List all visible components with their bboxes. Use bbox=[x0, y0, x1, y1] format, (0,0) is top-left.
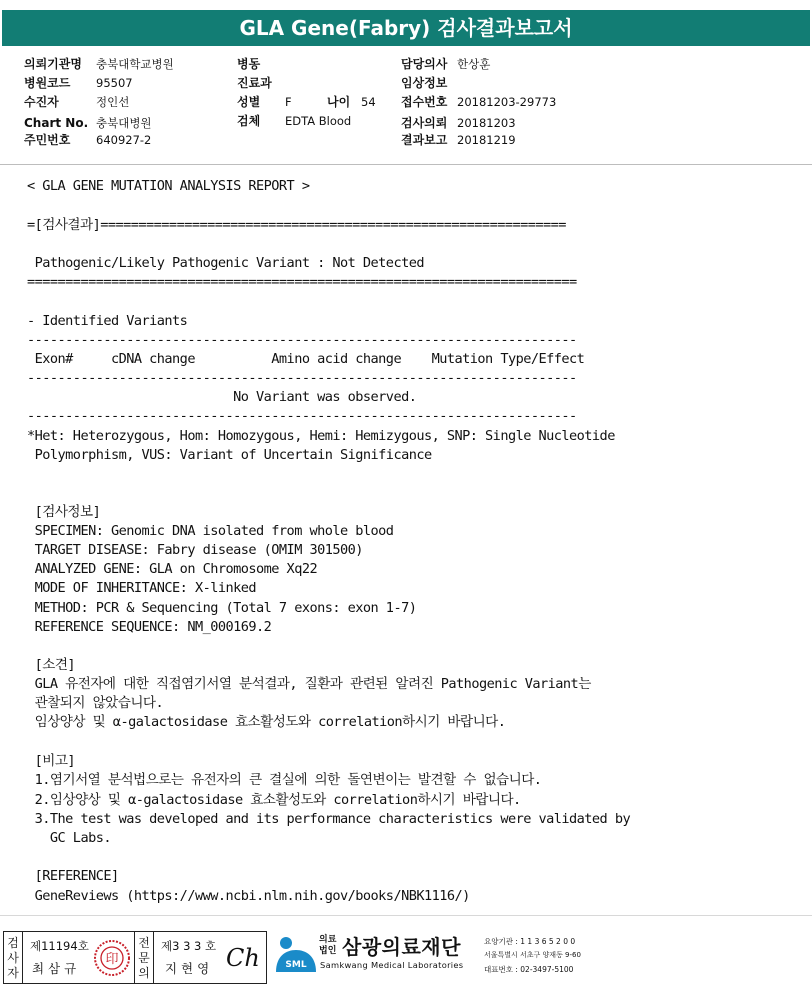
info-value: 한상훈 bbox=[457, 57, 491, 71]
table-rule-bottom: ------------------------------------------------------------------------ bbox=[27, 408, 577, 424]
opinion-line: 관찰되지 않았습니다. bbox=[27, 695, 164, 711]
variants-table-header: Exon# cDNA change Amino acid change Mutation Type/Effect bbox=[27, 351, 585, 367]
info-value: 20181219 bbox=[457, 133, 516, 147]
info-row-patient-name bbox=[24, 93, 129, 111]
remarks-line: 3.The test was developed and its performance characteristics were validated by bbox=[27, 811, 631, 827]
info-row-resident-number bbox=[24, 131, 151, 149]
info-row-ward bbox=[237, 55, 260, 73]
info-value: 20181203 bbox=[457, 116, 516, 130]
opinion-line: 임상양상 및 α-galactosidase 효소활성도와 correlation하시기 바랍니다. bbox=[27, 714, 506, 730]
signature-divider bbox=[153, 932, 154, 983]
info-row-department bbox=[237, 74, 272, 92]
variants-table-row: No Variant was observed. bbox=[27, 389, 417, 405]
examiner-license: 제11194호 bbox=[30, 939, 89, 953]
signature-divider bbox=[22, 932, 23, 983]
opinion-line: GLA 유전자에 대한 직접염기서열 분석결과, 질환과 관련된 알려진 Pathogenic Variant는 bbox=[27, 676, 591, 692]
info-row-hospital-code bbox=[24, 74, 133, 92]
info-row-physician bbox=[401, 55, 490, 73]
test-info-gene: ANALYZED GENE: GLA on Chromosome Xq22 bbox=[27, 561, 318, 577]
org-name: 삼광의료재단 bbox=[342, 935, 461, 959]
reference-link: GeneReviews (https://www.ncbi.nlm.nih.gov/books/NBK1116/) bbox=[27, 888, 470, 904]
info-row-requesting-institution bbox=[24, 55, 174, 73]
info-label: 임상정보 bbox=[401, 76, 448, 90]
age-value: 54 bbox=[361, 95, 376, 109]
info-label: 검사의뢰 bbox=[401, 116, 448, 130]
report-heading: < GLA GENE MUTATION ANALYSIS REPORT > bbox=[27, 178, 310, 194]
remarks-line: 1.염기서열 분석법으로는 유전자의 큰 결실에 의한 돌연변이는 발견할 수 없습니다. bbox=[27, 772, 542, 788]
signature-box bbox=[3, 931, 267, 984]
info-label: 진료과 bbox=[237, 76, 272, 90]
abbreviation-note-cont: Polymorphism, VUS: Variant of Uncertain Significance bbox=[27, 447, 432, 463]
table-rule-mid: ------------------------------------------------------------------------ bbox=[27, 370, 577, 386]
report-title: GLA Gene(Fabry) 검사결과보고서 bbox=[239, 16, 573, 40]
abbreviation-note: *Het: Heterozygous, Hom: Homozygous, Hemi: Hemizygous, SNP: Single Nucleotide bbox=[27, 428, 615, 444]
reference-heading: [REFERENCE] bbox=[27, 868, 119, 884]
info-row-specimen bbox=[237, 112, 351, 130]
result-summary: Pathogenic/Likely Pathogenic Variant : Not Detected bbox=[27, 255, 424, 271]
logo-badge-text: SML bbox=[285, 960, 307, 970]
seal-stamp-icon bbox=[92, 938, 132, 978]
test-info-reference: REFERENCE SEQUENCE: NM_000169.2 bbox=[27, 619, 272, 635]
org-address: 서울특별시 서초구 양재동 9-60 bbox=[484, 951, 581, 959]
remarks-line: 2.임상양상 및 α-galactosidase 효소활성도와 correlation하시기 바랍니다. bbox=[27, 792, 521, 808]
info-label: 담당의사 bbox=[401, 57, 448, 71]
sex-label: 성별 bbox=[237, 95, 261, 109]
test-info-heading: [검사정보] bbox=[27, 504, 101, 520]
info-label: 접수번호 bbox=[401, 95, 448, 109]
info-value: 정인선 bbox=[96, 95, 130, 109]
remarks-heading: [비고] bbox=[27, 753, 76, 769]
variants-heading: - Identified Variants bbox=[27, 313, 188, 329]
info-label: 의뢰기관명 bbox=[24, 57, 82, 71]
info-label: 주민번호 bbox=[24, 133, 71, 147]
result-section-rule: =[검사결과]============================================================= bbox=[27, 217, 566, 233]
specialist-label: 전문의 bbox=[138, 936, 150, 980]
org-prefix: 의료 법인 bbox=[319, 935, 337, 956]
info-row-clinical-info bbox=[401, 74, 457, 92]
info-value: 충북대병원 bbox=[96, 116, 152, 130]
info-row-chart-no bbox=[24, 114, 152, 132]
signature-mark: Ch bbox=[226, 944, 260, 972]
info-value: EDTA Blood bbox=[285, 114, 352, 128]
info-label: 병동 bbox=[237, 57, 261, 71]
age-label: 나이 bbox=[327, 95, 351, 109]
test-info-specimen: SPECIMEN: Genomic DNA isolated from whole blood bbox=[27, 523, 394, 539]
examiner-name: 최 삼 규 bbox=[32, 961, 77, 976]
info-value: 95507 bbox=[96, 76, 133, 90]
info-label: 병원코드 bbox=[24, 76, 71, 90]
seal-char: 印 bbox=[105, 952, 119, 967]
info-value: 충북대학교병원 bbox=[96, 57, 174, 71]
samkwang-logo-icon bbox=[272, 934, 318, 974]
opinion-heading: [소견] bbox=[27, 657, 76, 673]
test-info-disease: TARGET DISEASE: Fabry disease (OMIM 301500) bbox=[27, 542, 363, 558]
info-row-receipt-number bbox=[401, 93, 556, 111]
info-label: 검체 bbox=[237, 114, 261, 128]
double-rule: ======================================================================== bbox=[27, 274, 577, 290]
footer-divider bbox=[0, 915, 812, 916]
institution-code: 요양기관 : 1 1 3 6 5 2 0 0 bbox=[484, 937, 576, 946]
info-label: Chart No. bbox=[24, 116, 89, 130]
table-rule-top: ------------------------------------------------------------------------ bbox=[27, 332, 577, 348]
specialist-name: 지 현 영 bbox=[165, 961, 210, 976]
info-label: 결과보고 bbox=[401, 133, 448, 147]
header-divider bbox=[0, 164, 812, 165]
specialist-license: 제3 3 3 호 bbox=[161, 939, 217, 953]
test-info-method: METHOD: PCR & Sequencing (Total 7 exons: exon 1-7) bbox=[27, 600, 417, 616]
info-value: 640927-2 bbox=[96, 133, 152, 147]
info-value: 20181203-29773 bbox=[457, 95, 557, 109]
info-label: 수진자 bbox=[24, 95, 59, 109]
examiner-label: 검사자 bbox=[7, 936, 19, 980]
remarks-line: GC Labs. bbox=[27, 830, 111, 846]
org-english-name: Samkwang Medical Laboratories bbox=[320, 960, 464, 970]
info-row-report-date bbox=[401, 131, 516, 149]
info-row-request-date bbox=[401, 114, 516, 132]
test-info-inheritance: MODE OF INHERITANCE: X-linked bbox=[27, 580, 257, 596]
sex-value: F bbox=[285, 95, 292, 109]
org-phone: 대표번호 : 02-3497-5100 bbox=[484, 965, 574, 974]
info-row-sex-age bbox=[237, 93, 376, 111]
